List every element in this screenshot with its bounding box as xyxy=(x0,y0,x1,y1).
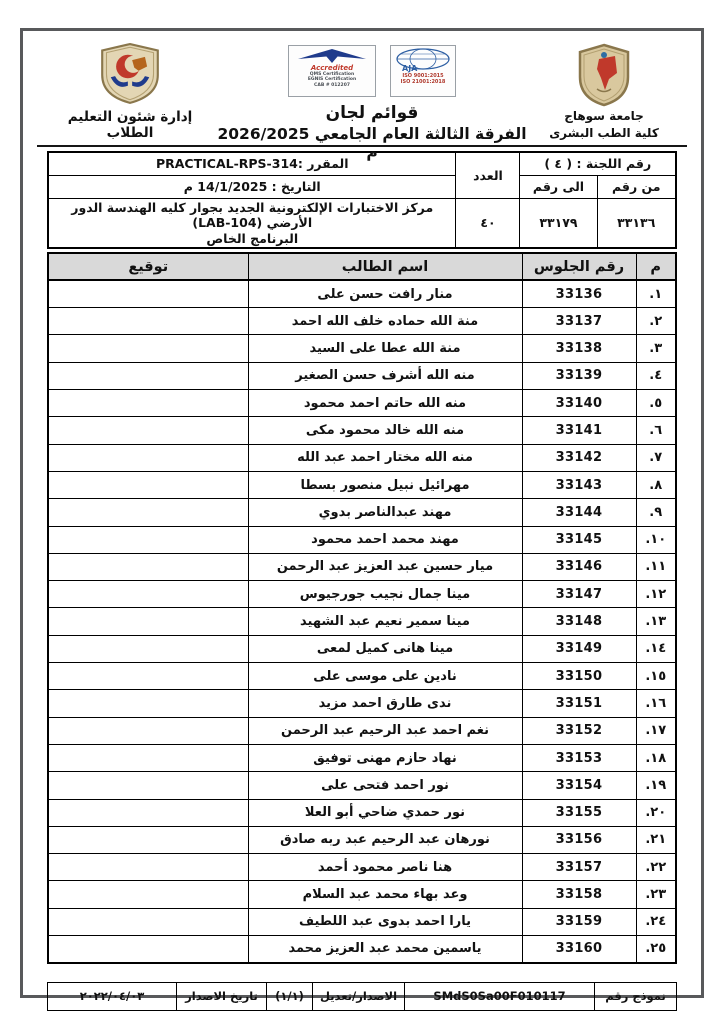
egac-line3: CAB # 012207 xyxy=(314,82,350,88)
seat-number-cell: 33152 xyxy=(522,717,636,744)
issue-date-label: تاريخ الاصدار xyxy=(177,982,267,1010)
table-row xyxy=(48,799,676,826)
signature-cell xyxy=(48,717,248,744)
table-row xyxy=(48,826,676,853)
student-name-cell: منه الله مختار احمد عبد الله xyxy=(248,444,522,471)
egac-line1: QMS Certification xyxy=(309,72,355,77)
seat-number-cell: 33158 xyxy=(522,881,636,908)
table-row xyxy=(48,280,676,307)
row-number-cell: ٢٥. xyxy=(636,936,676,963)
row-number-cell: ٤. xyxy=(636,362,676,389)
col-header-no: م xyxy=(636,253,676,280)
table-row xyxy=(48,936,676,963)
row-number-cell: ١٩. xyxy=(636,772,676,799)
row-number-cell: ١. xyxy=(636,280,676,307)
svg-text:AJA: AJA xyxy=(402,64,418,73)
signature-cell xyxy=(48,362,248,389)
student-name-cell: مهند عبدالناصر بدوي xyxy=(248,499,522,526)
row-number-cell: ١٤. xyxy=(636,635,676,662)
count-value: ٤٠ xyxy=(456,198,520,248)
table-row xyxy=(48,744,676,771)
signature-cell xyxy=(48,744,248,771)
row-number-cell: ١٣. xyxy=(636,608,676,635)
table-row xyxy=(48,881,676,908)
page-title: قوائم لجان xyxy=(325,103,419,123)
table-row xyxy=(48,608,676,635)
from-number-label: من رقم xyxy=(597,175,676,198)
form-number-label: نموذج رقم xyxy=(595,982,677,1010)
seat-number-cell: 33154 xyxy=(522,772,636,799)
document-header xyxy=(45,39,679,161)
signature-cell xyxy=(48,581,248,608)
student-name-cell: هنا ناصر محمود أحمد xyxy=(248,854,522,881)
seat-number-cell: 33142 xyxy=(522,444,636,471)
exam-date-label: التاريخ : 14/1/2025 م xyxy=(48,175,456,198)
col-header-signature: توقيع xyxy=(48,253,248,280)
seat-number-cell: 33156 xyxy=(522,826,636,853)
student-name-cell: ياسمين محمد عبد العزيز محمد xyxy=(248,936,522,963)
university-logo-icon xyxy=(573,43,635,107)
seat-number-cell: 33157 xyxy=(522,854,636,881)
table-row xyxy=(48,499,676,526)
signature-cell xyxy=(48,553,248,580)
student-name-cell: منه الله خالد محمود مكى xyxy=(248,417,522,444)
seat-number-cell: 33139 xyxy=(522,362,636,389)
form-number-value: SMdS0Sa00F010117 xyxy=(405,982,595,1010)
student-name-cell: ندى طارق احمد مزيد xyxy=(248,690,522,717)
seat-number-cell: 33148 xyxy=(522,608,636,635)
row-number-cell: ٢٠. xyxy=(636,799,676,826)
table-row xyxy=(48,526,676,553)
row-number-cell: ١٥. xyxy=(636,663,676,690)
table-row xyxy=(48,717,676,744)
signature-cell xyxy=(48,608,248,635)
signature-cell xyxy=(48,526,248,553)
count-label: العدد xyxy=(456,152,520,198)
signature-cell xyxy=(48,690,248,717)
table-row xyxy=(48,444,676,471)
table-row xyxy=(48,663,676,690)
student-name-cell: منه الله حاتم احمد محمود xyxy=(248,390,522,417)
from-number-value: ٣٣١٣٦ xyxy=(597,198,676,248)
student-name-cell: منة الله حماده خلف الله احمد xyxy=(248,308,522,335)
student-name-cell: ميار حسين عبد العزيز عبد الرحمن xyxy=(248,553,522,580)
seat-number-cell: 33141 xyxy=(522,417,636,444)
signature-cell xyxy=(48,280,248,307)
student-name-cell: مينا هانى كميل لمعى xyxy=(248,635,522,662)
seat-number-cell: 33159 xyxy=(522,908,636,935)
seat-number-cell: 33144 xyxy=(522,499,636,526)
seat-number-cell: 33143 xyxy=(522,471,636,498)
student-name-cell: مهرائيل نبيل منصور بسطا xyxy=(248,471,522,498)
student-name-cell: وعد بهاء محمد عبد السلام xyxy=(248,881,522,908)
signature-cell xyxy=(48,826,248,853)
row-number-cell: ٢. xyxy=(636,308,676,335)
page-frame xyxy=(20,28,704,1004)
table-row xyxy=(48,854,676,881)
student-name-cell: منة الله عطا على السيد xyxy=(248,335,522,362)
table-row xyxy=(48,908,676,935)
student-name-cell: نور حمدي ضاحي أبو العلا xyxy=(248,799,522,826)
row-number-cell: ٢٣. xyxy=(636,881,676,908)
issue-edit-label: الاصدار/تعديل xyxy=(313,982,405,1010)
egac-line2: EGNIS Certification xyxy=(307,77,357,83)
committee-number-label: رقم اللجنة : ( ٤ ) xyxy=(520,152,676,175)
university-block xyxy=(529,39,679,141)
signature-cell xyxy=(48,635,248,662)
row-number-cell: ٢٤. xyxy=(636,908,676,935)
row-number-cell: ٢١. xyxy=(636,826,676,853)
department-block xyxy=(45,39,215,141)
student-name-cell: منه الله أشرف حسن الصغير xyxy=(248,362,522,389)
student-name-cell: نغم احمد عبد الرحيم عبد الرحمن xyxy=(248,717,522,744)
table-row xyxy=(48,471,676,498)
issue-edit-value: (١/١) xyxy=(267,982,313,1010)
signature-cell xyxy=(48,444,248,471)
page-subtitle: الفرقة الثالثة العام الجامعي 2026/2025 م xyxy=(217,125,527,161)
seat-number-cell: 33136 xyxy=(522,280,636,307)
signature-cell xyxy=(48,772,248,799)
aja-logo xyxy=(390,45,456,97)
student-name-cell: نادين على موسى على xyxy=(248,663,522,690)
row-number-cell: ١٦. xyxy=(636,690,676,717)
row-number-cell: ١٧. xyxy=(636,717,676,744)
department-logo-icon xyxy=(95,43,165,105)
course-label: المقرر :PRACTICAL-RPS-314 xyxy=(48,152,456,175)
aja-globe-icon xyxy=(394,47,452,73)
row-number-cell: ٥. xyxy=(636,390,676,417)
university-name: جامعة سوهاج xyxy=(564,109,644,123)
student-name-cell: منار رافت حسن على xyxy=(248,280,522,307)
row-number-cell: ١٢. xyxy=(636,581,676,608)
signature-cell xyxy=(48,390,248,417)
to-number-label: الى رقم xyxy=(520,175,597,198)
signature-cell xyxy=(48,663,248,690)
table-row xyxy=(48,581,676,608)
student-name-cell: مينا جمال نجيب جورجيوس xyxy=(248,581,522,608)
certification-logos xyxy=(215,45,529,97)
row-number-cell: ١٨. xyxy=(636,744,676,771)
table-row xyxy=(48,635,676,662)
table-row xyxy=(48,553,676,580)
table-row xyxy=(48,390,676,417)
seat-number-cell: 33138 xyxy=(522,335,636,362)
aja-iso1: ISO 9001:2015 xyxy=(402,73,444,79)
egac-eagle-icon xyxy=(296,47,368,65)
student-name-cell: مينا سمير نعيم عبد الشهيد xyxy=(248,608,522,635)
aja-iso2: ISO 21001:2018 xyxy=(400,79,446,86)
to-number-value: ٣٣١٧٩ xyxy=(520,198,597,248)
seat-number-cell: 33147 xyxy=(522,581,636,608)
signature-cell xyxy=(48,936,248,963)
student-name-cell: نور احمد فتحى على xyxy=(248,772,522,799)
seat-number-cell: 33150 xyxy=(522,663,636,690)
row-number-cell: ٢٢. xyxy=(636,854,676,881)
col-header-name: اسم الطالب xyxy=(248,253,522,280)
student-name-cell: مهند محمد احمد محمود xyxy=(248,526,522,553)
seat-number-cell: 33140 xyxy=(522,390,636,417)
row-number-cell: ٩. xyxy=(636,499,676,526)
signature-cell xyxy=(48,499,248,526)
seat-number-cell: 33145 xyxy=(522,526,636,553)
row-number-cell: ١٠. xyxy=(636,526,676,553)
signature-cell xyxy=(48,854,248,881)
committee-info-table xyxy=(47,151,677,249)
table-row xyxy=(48,335,676,362)
signature-cell xyxy=(48,908,248,935)
student-table-body xyxy=(48,280,676,962)
seat-number-cell: 33146 xyxy=(522,553,636,580)
row-number-cell: ٨. xyxy=(636,471,676,498)
student-name-cell: نهاد حازم مهنى توفيق xyxy=(248,744,522,771)
seat-number-cell: 33151 xyxy=(522,690,636,717)
row-number-cell: ١١. xyxy=(636,553,676,580)
seat-number-cell: 33149 xyxy=(522,635,636,662)
student-name-cell: نورهان عبد الرحيم عبد ربه صادق xyxy=(248,826,522,853)
exam-location-line1: مركز الاختبارات الإلكترونية الجديد بجوار كليه الهندسة الدور الأرضي (LAB-104) xyxy=(71,199,434,231)
col-header-seat: رقم الجلوس xyxy=(522,253,636,280)
table-row xyxy=(48,690,676,717)
signature-cell xyxy=(48,335,248,362)
row-number-cell: ٦. xyxy=(636,417,676,444)
table-row xyxy=(48,772,676,799)
seat-number-cell: 33137 xyxy=(522,308,636,335)
student-table-header-row xyxy=(48,253,676,280)
seat-number-cell: 33160 xyxy=(522,936,636,963)
seat-number-cell: 33155 xyxy=(522,799,636,826)
row-number-cell: ٣. xyxy=(636,335,676,362)
student-name-cell: يارا احمد بدوى عبد اللطيف xyxy=(248,908,522,935)
signature-cell xyxy=(48,799,248,826)
exam-location xyxy=(48,198,456,248)
seat-number-cell: 33153 xyxy=(522,744,636,771)
signature-cell xyxy=(48,881,248,908)
signature-cell xyxy=(48,417,248,444)
faculty-name: كلية الطب البشرى xyxy=(549,126,659,140)
row-number-cell: ٧. xyxy=(636,444,676,471)
egac-accredited-label: Accredited xyxy=(310,64,354,72)
form-footer-table xyxy=(47,982,677,1011)
table-row xyxy=(48,308,676,335)
signature-cell xyxy=(48,471,248,498)
exam-location-line2: البرنامج الخاص xyxy=(206,230,299,246)
table-row xyxy=(48,362,676,389)
signature-cell xyxy=(48,308,248,335)
issue-date-value: ٢٠٢٢/٠٤/٠٣ xyxy=(48,982,177,1010)
egac-logo xyxy=(288,45,376,97)
student-table xyxy=(47,252,677,963)
table-row xyxy=(48,417,676,444)
title-block xyxy=(215,39,529,161)
department-name: إدارة شئون التعليم الطلاب xyxy=(67,109,193,141)
